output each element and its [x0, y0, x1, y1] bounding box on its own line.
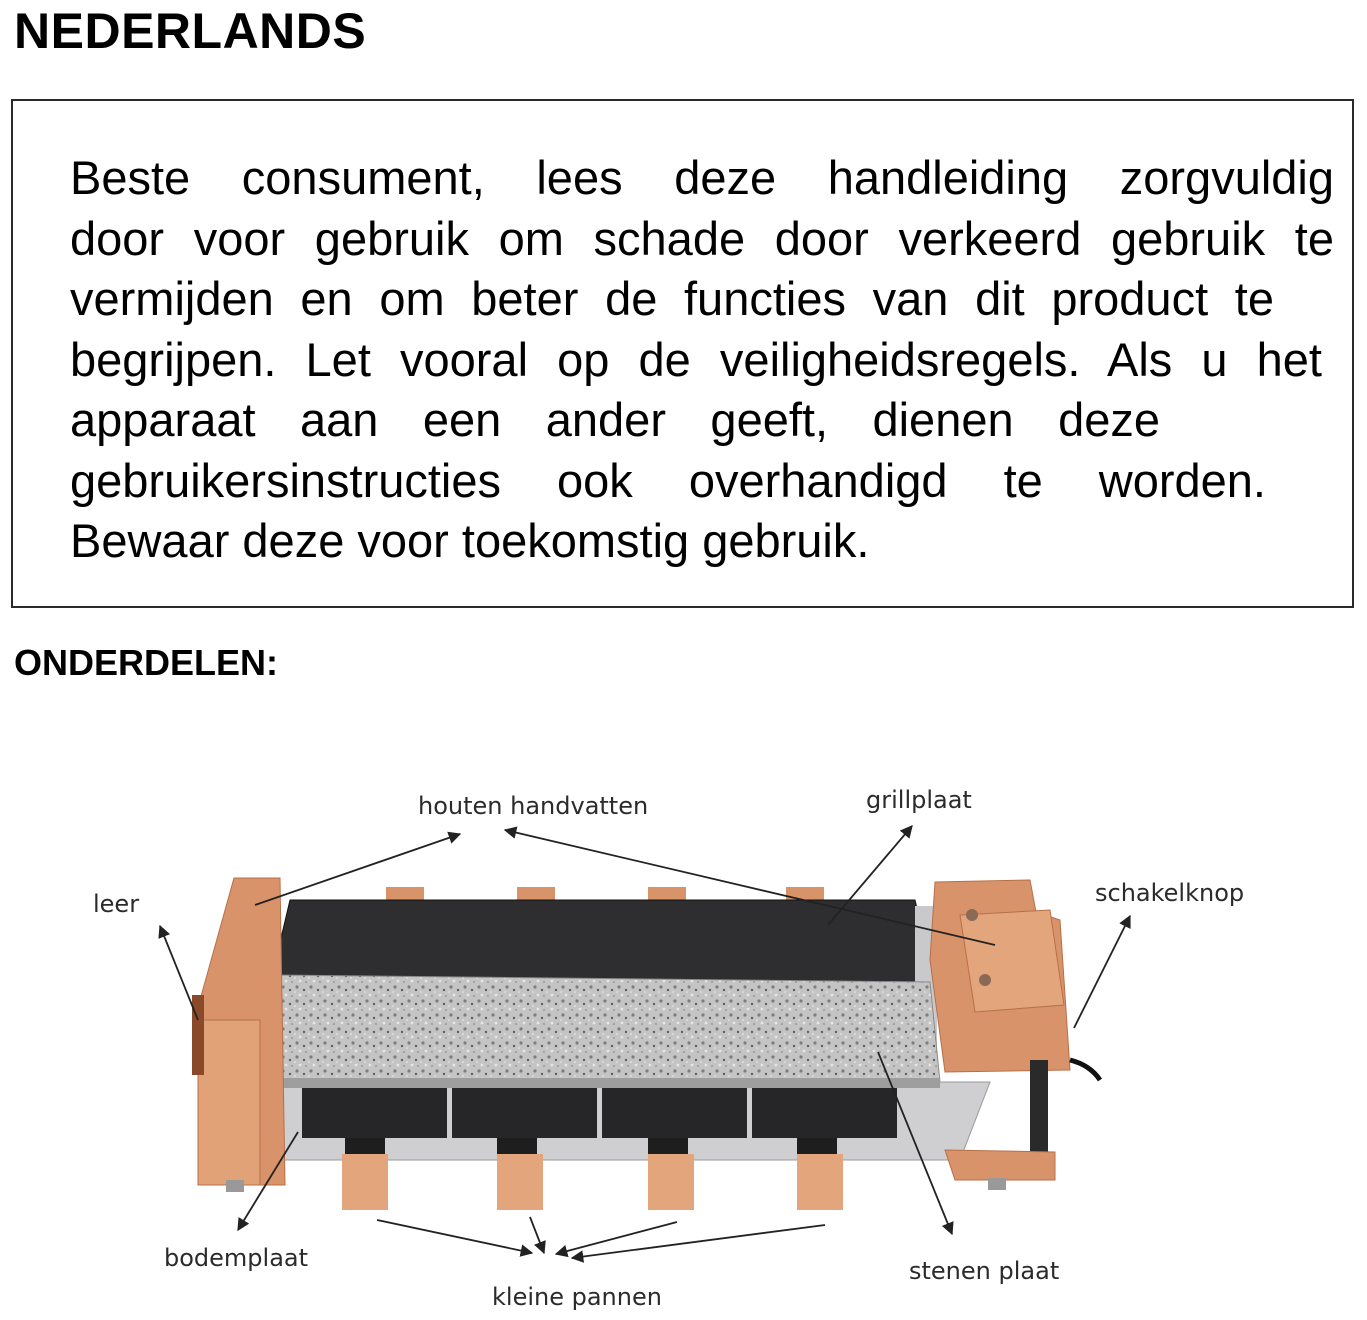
page-title: NEDERLANDS [14, 3, 367, 59]
notice-text [70, 148, 1334, 572]
notice-line: apparaat aan een ander geeft, dienen deze [70, 393, 1160, 446]
notice-box [11, 99, 1354, 608]
label-stenen-plaat: stenen plaat [909, 1257, 1060, 1285]
raclette-diagram [0, 760, 1367, 1320]
notice-line: gebruikersinstructies ook overhandigd te worden. [70, 453, 1266, 507]
parts-heading: ONDERDELEN: [14, 642, 279, 683]
left-wooden-handle [192, 878, 285, 1192]
notice-line: begrijpen. Let vooral op de veiligheidsregels. Als u het [70, 332, 1322, 386]
label-houten-handvatten: houten handvatten [418, 792, 649, 820]
notice-line: Beste consument, lees deze handleiding zorgvuldig [70, 151, 1334, 204]
stone-plate [255, 975, 940, 1082]
label-kleine-pannen: kleine pannen [492, 1283, 662, 1311]
notice-line: vermijden en om beter de functies van dit product te [70, 272, 1274, 325]
label-grillplaat: grillplaat [866, 786, 972, 814]
label-bodemplaat: bodemplaat [164, 1244, 309, 1272]
notice-line: door voor gebruik om schade door verkeerd gebruik te [70, 211, 1334, 265]
notice-line: Bewaar deze voor toekomstig gebruik. [70, 514, 870, 567]
label-schakelknop: schakelknop [1095, 879, 1245, 907]
label-leer: leer [93, 890, 140, 918]
